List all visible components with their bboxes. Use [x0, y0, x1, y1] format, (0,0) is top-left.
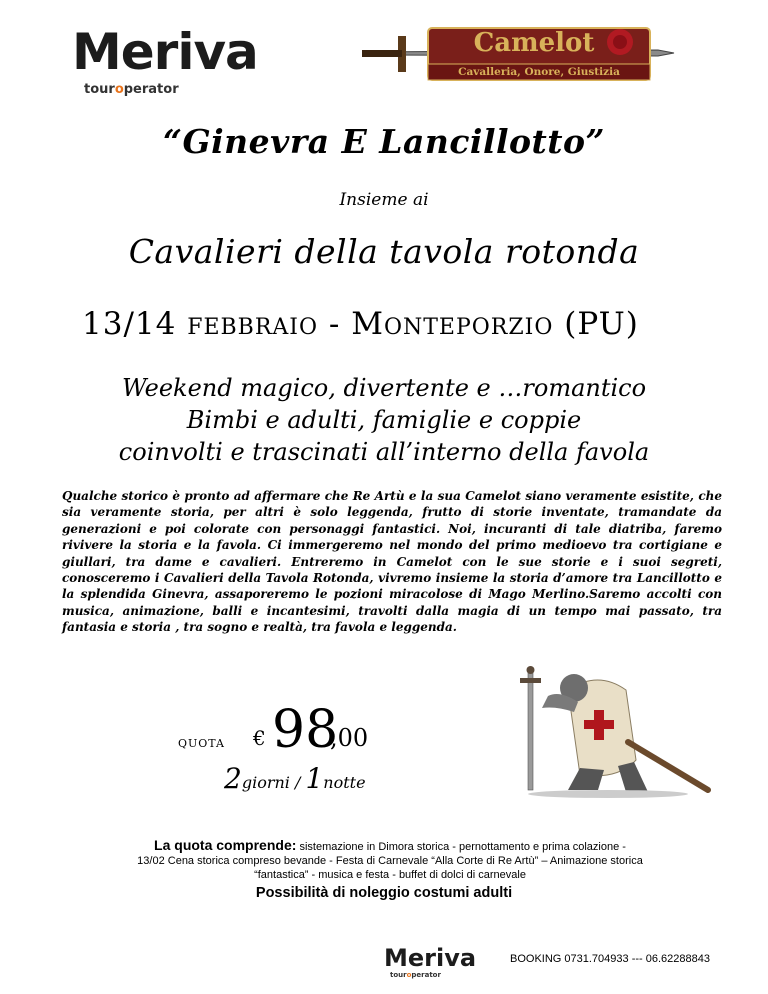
meriva-logo-footer — [384, 944, 494, 984]
meriva-logo-word: Meriva — [384, 944, 477, 972]
trip-duration: 2giorni / 1notte — [224, 762, 366, 795]
camelot-logo — [358, 22, 678, 86]
included-line: “fantastica” - musica e festa - buffet di dolci di carnevale — [254, 869, 526, 881]
event-dates: 13/14 febbraio - Monteporzio (PU) — [82, 306, 639, 342]
costume-rental-note: Possibilità di noleggio costumi adulti — [255, 885, 513, 901]
included-line: sistemazione in Dimora storica - pernottamento e prima colazione - — [296, 841, 626, 853]
price-label: quota — [178, 732, 225, 751]
included-label: La quota comprende: — [154, 837, 297, 853]
booking-phones: BOOKING 0731.704933 --- 06.62288843 — [510, 953, 710, 965]
meriva-logo-subtitle: touroperator — [390, 971, 441, 979]
description-paragraph: Qualche storico è pronto ad affermare che Re Artù e la sua Camelot siano veramente esistite, che sia veramente storia, per altri è solo leggenda, frutto di storie inventate, tramandate da generazioni e poi colorate con personaggi fantastici. Noi, incuranti di tale diatriba, faremo rivivere la storia e la favola. Ci immergeremo nel mondo del primo medioevo tra cortigiane e giullari, tra dame e cavalieri. Entreremo in Camelot con le sue storie e i suoi segreti, conosceremo i Cavalieri della Tavola Rotonda, vivremo insieme la storia d’amore tra Lancillotto e la splendida Ginevra, assaporeremo le pozioni miracolose di Mago Merlino.Saremo accolti con musica, animazione, balli e incantesimi, travolti dalla magia di un tempo mai passato, tra fantasia e storia , tra sogno e realtà, tra favola e leggenda. — [62, 489, 722, 635]
price-integer: 98 — [272, 700, 339, 760]
price-decimal: ,00 — [330, 724, 369, 752]
tagline-line: coinvolti e trascinati all’interno della favola — [118, 438, 650, 466]
meriva-logo-subtitle: touroperator — [84, 82, 179, 97]
meriva-logo-word: Meriva — [72, 23, 258, 81]
subtitle: Insieme ai — [339, 190, 429, 210]
tagline — [0, 372, 768, 468]
tagline-line: Weekend magico, divertente e …romantico — [121, 374, 647, 402]
page-title: “Ginevra E Lancillotto” — [162, 122, 606, 161]
heading: Cavalieri della tavola rotonda — [128, 232, 640, 271]
price-currency: € — [253, 726, 266, 750]
meriva-logo — [72, 22, 282, 102]
tagline-line: Bimbi e adulti, famiglie e coppie — [186, 406, 582, 434]
included-line: 13/02 Cena storica compreso bevande - Festa di Carnevale “Alla Corte di Re Artù” – Animazione storica — [137, 855, 643, 867]
camelot-logo-word: Camelot — [473, 28, 595, 58]
included-services — [50, 838, 730, 882]
kneeling-knight-icon — [508, 650, 718, 800]
camelot-logo-motto: Cavalleria, Onore, Giustizia — [458, 66, 620, 78]
knight-illustration — [508, 650, 718, 800]
